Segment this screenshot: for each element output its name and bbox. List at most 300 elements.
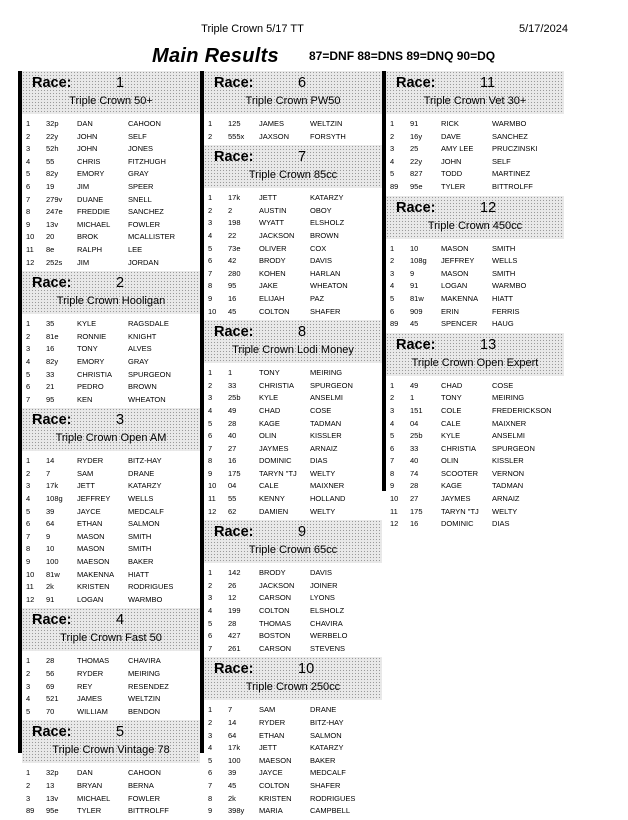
rider-first-name: WILLIAM xyxy=(77,706,108,716)
rider-first-name: TONY xyxy=(77,344,98,354)
rider-first-name: ELIJAH xyxy=(259,293,285,303)
result-row xyxy=(204,630,382,643)
race-block xyxy=(386,71,564,196)
rider-number: 8e xyxy=(46,244,55,254)
rider-number: 16 xyxy=(46,344,55,354)
rider-first-name: BOSTON xyxy=(259,631,291,641)
finish-position: 8 xyxy=(26,207,31,217)
rider-last-name: SNELL xyxy=(128,194,152,204)
rider-number: 91 xyxy=(46,594,55,604)
result-row xyxy=(22,394,200,407)
finish-position: 7 xyxy=(208,643,213,653)
rider-last-name: MCALLISTER xyxy=(128,232,176,242)
rider-last-name: HIATT xyxy=(492,293,514,303)
rider-first-name: EMORY xyxy=(77,356,105,366)
rider-last-name: OBOY xyxy=(310,205,332,215)
finish-position: 4 xyxy=(208,743,213,753)
result-row xyxy=(204,131,382,144)
rider-last-name: WELTZIN xyxy=(128,694,161,704)
rider-last-name: SMITH xyxy=(128,531,152,541)
rider-last-name: RAGSDALE xyxy=(128,319,169,329)
result-row xyxy=(386,143,564,156)
rider-first-name: RYDER xyxy=(77,456,104,466)
race-class-name: Triple Crown 250cc xyxy=(245,681,341,694)
rider-first-name: SAM xyxy=(259,705,276,715)
rider-last-name: WHEATON xyxy=(310,281,348,291)
rider-first-name: CALE xyxy=(441,418,461,428)
rider-last-name: FOWLER xyxy=(128,219,161,229)
rider-number: 827 xyxy=(410,169,423,179)
result-row xyxy=(204,493,382,506)
finish-position: 10 xyxy=(26,569,35,579)
rider-last-name: FERRIS xyxy=(492,306,520,316)
rider-number: 49 xyxy=(228,405,237,415)
rider-last-name: FREDERICKSON xyxy=(492,405,552,415)
rider-last-name: GRAY xyxy=(128,356,149,366)
rider-number: 10 xyxy=(46,544,55,554)
result-row xyxy=(204,455,382,468)
finish-position: 89 xyxy=(26,806,35,816)
result-row xyxy=(204,243,382,256)
rider-first-name: THOMAS xyxy=(77,656,110,666)
rider-last-name: WELLS xyxy=(492,256,518,266)
rider-last-name: BITZ-HAY xyxy=(310,718,344,727)
race-header xyxy=(386,196,564,239)
result-row xyxy=(386,293,564,306)
rider-number: 12 xyxy=(228,593,237,603)
rider-first-name: MICHAEL xyxy=(77,793,111,803)
result-row xyxy=(204,306,382,319)
rider-last-name: PRUCZINSKI xyxy=(492,144,538,154)
race-class-name: Triple Crown 450cc xyxy=(427,219,523,232)
rider-number: 175 xyxy=(410,506,423,516)
rider-first-name: REY xyxy=(77,681,93,691)
race-class-name: Triple Crown 85cc xyxy=(248,169,338,182)
finish-position: 5 xyxy=(26,369,31,379)
rider-number: 82y xyxy=(46,169,59,179)
rider-first-name: OLIN xyxy=(259,431,277,441)
finish-position: 6 xyxy=(208,631,213,641)
rider-number: 16y xyxy=(410,131,423,141)
rider-first-name: DAN xyxy=(77,768,93,778)
rider-number: 261 xyxy=(228,643,241,653)
result-row xyxy=(22,356,200,369)
finish-position: 11 xyxy=(390,506,398,516)
rider-first-name: ETHAN xyxy=(259,730,285,740)
rider-number: 40 xyxy=(410,456,419,466)
finish-position: 1 xyxy=(26,119,31,128)
rider-last-name: ELSHOLZ xyxy=(310,218,345,228)
rider-number: 91 xyxy=(410,119,419,128)
result-row xyxy=(204,780,382,793)
finish-position: 10 xyxy=(26,232,35,242)
rider-first-name: JIM xyxy=(77,257,90,267)
race-header xyxy=(22,408,200,451)
finish-position: 4 xyxy=(390,418,395,428)
race-class-name: Triple Crown PW50 xyxy=(245,95,341,107)
rider-number: 398y xyxy=(228,806,245,816)
results-table xyxy=(386,376,564,533)
rider-first-name: PEDRO xyxy=(77,382,104,392)
rider-first-name: COLTON xyxy=(259,606,290,616)
rider-first-name: OLIVER xyxy=(259,243,287,253)
result-row xyxy=(386,392,564,405)
result-row xyxy=(22,518,200,531)
race-number: 13 xyxy=(480,336,497,353)
rider-number: 13v xyxy=(46,793,59,803)
rider-last-name: WELTY xyxy=(492,506,518,516)
rider-number: 28 xyxy=(228,618,237,628)
rider-last-name: WELLS xyxy=(128,494,154,504)
rider-first-name: KEN xyxy=(77,394,93,404)
rider-number: 28 xyxy=(410,481,419,491)
rider-first-name: AMY LEE xyxy=(441,144,474,154)
rider-last-name: KATARZY xyxy=(310,743,344,753)
rider-last-name: SMITH xyxy=(492,268,516,278)
rider-first-name: SAM xyxy=(77,468,94,478)
rider-last-name: BROWN xyxy=(310,230,339,240)
rider-number: 32p xyxy=(46,768,59,778)
result-row xyxy=(204,506,382,519)
rider-number: 9 xyxy=(46,531,51,541)
rider-last-name: PAZ xyxy=(310,293,325,303)
rider-first-name: TARYN "TJ xyxy=(441,506,479,516)
finish-position: 5 xyxy=(390,431,395,441)
finish-position: 6 xyxy=(208,256,213,266)
rider-last-name: SMITH xyxy=(492,243,516,253)
result-row xyxy=(386,243,564,256)
rider-first-name: DOMINIC xyxy=(259,456,292,466)
race-block xyxy=(386,333,564,533)
result-row xyxy=(204,567,382,580)
finish-position: 10 xyxy=(208,481,217,491)
rider-last-name: STEVENS xyxy=(310,643,346,653)
result-row xyxy=(204,405,382,418)
finish-position: 6 xyxy=(390,443,395,453)
result-row xyxy=(204,592,382,605)
finish-position: 5 xyxy=(208,418,213,428)
rider-first-name: JEFFREY xyxy=(441,256,475,266)
result-row xyxy=(22,531,200,544)
rider-number: 55 xyxy=(46,156,55,166)
finish-position: 6 xyxy=(26,382,31,392)
rider-last-name: LEE xyxy=(128,244,143,254)
results-table xyxy=(204,700,382,819)
result-row xyxy=(204,280,382,293)
result-row xyxy=(22,681,200,694)
rider-number: 04 xyxy=(228,481,237,491)
rider-last-name: CAHOON xyxy=(128,768,161,778)
rider-last-name: SANCHEZ xyxy=(128,207,164,217)
result-row xyxy=(22,143,200,156)
rider-number: 7 xyxy=(228,705,233,715)
race-block xyxy=(22,271,200,408)
result-row xyxy=(204,704,382,717)
rider-number: 20 xyxy=(46,232,55,242)
rider-last-name: WELTZIN xyxy=(310,119,343,128)
rider-first-name: MARIA xyxy=(259,806,283,816)
finish-position: 2 xyxy=(26,131,31,141)
rider-last-name: DAVIS xyxy=(310,256,332,266)
rider-last-name: CAHOON xyxy=(128,119,161,128)
finish-position: 1 xyxy=(26,319,31,329)
result-row xyxy=(22,581,200,594)
rider-number: 25 xyxy=(410,144,419,154)
race-class-name: Triple Crown Fast 50 xyxy=(60,632,162,645)
rider-last-name: SALMON xyxy=(128,519,160,529)
result-row xyxy=(204,767,382,780)
rider-last-name: BAKER xyxy=(310,755,336,765)
rider-number: 82y xyxy=(46,356,59,366)
rider-last-name: RESENDEZ xyxy=(128,681,169,691)
race-number: 10 xyxy=(298,661,315,678)
result-row xyxy=(22,468,200,481)
rider-first-name: MASON xyxy=(77,531,105,541)
finish-position: 2 xyxy=(390,131,395,141)
rider-first-name: JOHN xyxy=(77,144,98,154)
finish-position: 8 xyxy=(208,456,213,466)
rider-last-name: MEIRING xyxy=(128,669,161,678)
finish-position: 1 xyxy=(26,768,31,778)
finish-position: 9 xyxy=(390,481,395,491)
rider-number: 1 xyxy=(410,393,415,403)
rider-number: 26 xyxy=(228,580,237,590)
race-block xyxy=(386,196,564,333)
rider-last-name: SELF xyxy=(128,131,147,141)
rider-last-name: MAIXNER xyxy=(492,418,527,428)
rider-last-name: SPEER xyxy=(128,181,154,191)
finish-position: 1 xyxy=(208,568,213,578)
rider-first-name: THOMAS xyxy=(259,618,292,628)
results-table xyxy=(204,563,382,657)
result-row xyxy=(22,706,200,719)
rider-first-name: JAXSON xyxy=(259,131,290,141)
result-row xyxy=(204,293,382,306)
rider-number: 100 xyxy=(46,557,59,567)
rider-last-name: WHEATON xyxy=(128,394,166,404)
rider-first-name: CHRISTIA xyxy=(259,380,295,390)
rider-last-name: MEDCALF xyxy=(128,506,164,516)
finish-position: 4 xyxy=(26,356,31,366)
result-row xyxy=(204,605,382,618)
rider-number: 91 xyxy=(410,281,419,291)
race-number: 4 xyxy=(116,612,125,629)
result-row xyxy=(204,380,382,393)
rider-number: 70 xyxy=(46,706,55,716)
rider-last-name: RODRIGUES xyxy=(310,793,356,803)
result-row xyxy=(386,118,564,131)
rider-first-name: TONY xyxy=(259,368,280,378)
rider-first-name: KYLE xyxy=(77,319,97,329)
rider-number: 909 xyxy=(410,306,423,316)
rider-last-name: VERNON xyxy=(492,468,525,478)
rider-first-name: BRYAN xyxy=(77,780,103,790)
race-header xyxy=(22,608,200,651)
rider-last-name: LYONS xyxy=(310,593,335,603)
finish-position: 3 xyxy=(390,268,395,278)
finish-position: 7 xyxy=(26,394,31,404)
rider-first-name: COLE xyxy=(441,405,462,415)
rider-first-name: SCOOTER xyxy=(441,468,479,478)
result-row xyxy=(204,793,382,806)
rider-last-name: DIAS xyxy=(492,519,510,529)
rider-last-name: BITZ-HAY xyxy=(128,456,162,466)
rider-number: 16 xyxy=(410,519,419,529)
rider-number: 32p xyxy=(46,119,59,128)
rider-last-name: SHAFER xyxy=(310,306,341,316)
rider-first-name: CARSON xyxy=(259,643,292,653)
results-table xyxy=(204,188,382,320)
finish-position: 6 xyxy=(26,519,31,529)
finish-position: 2 xyxy=(390,393,395,403)
rider-number: 69 xyxy=(46,681,55,691)
race-label: Race: xyxy=(32,612,72,629)
rider-last-name: ANSELMI xyxy=(310,393,343,403)
result-row xyxy=(22,668,200,681)
result-row xyxy=(386,181,564,194)
result-row xyxy=(204,805,382,818)
rider-number: 2k xyxy=(228,793,236,803)
finish-position: 4 xyxy=(26,694,31,704)
finish-position: 1 xyxy=(208,705,213,715)
rider-last-name: DIAS xyxy=(310,456,328,466)
finish-position: 3 xyxy=(390,144,395,154)
finish-position: 9 xyxy=(208,468,213,478)
rider-number: 28 xyxy=(228,418,237,428)
rider-last-name: DRANE xyxy=(128,468,155,478)
race-label: Race: xyxy=(32,724,72,741)
race-label: Race: xyxy=(214,75,254,91)
result-row xyxy=(386,480,564,493)
results-table xyxy=(22,763,200,819)
finish-position: 9 xyxy=(208,293,213,303)
finish-position: 4 xyxy=(390,281,395,291)
rider-number: 40 xyxy=(228,431,237,441)
finish-position: 12 xyxy=(26,257,35,267)
rider-first-name: JIM xyxy=(77,181,90,191)
results-column-2 xyxy=(204,71,382,820)
rider-number: 33 xyxy=(410,443,419,453)
rider-last-name: DAVIS xyxy=(310,568,332,578)
finish-position: 9 xyxy=(208,806,213,816)
rider-last-name: JORDAN xyxy=(128,257,159,267)
rider-first-name: MAESON xyxy=(259,755,292,765)
result-row xyxy=(386,318,564,331)
race-class-name: Triple Crown Hooligan xyxy=(56,295,166,308)
finish-position: 5 xyxy=(208,618,213,628)
finish-position: 3 xyxy=(26,144,31,154)
rider-number: 2k xyxy=(46,582,54,592)
race-block xyxy=(22,71,200,271)
result-row xyxy=(204,192,382,205)
rider-first-name: MASON xyxy=(441,243,469,253)
rider-number: 16 xyxy=(228,293,237,303)
finish-position: 3 xyxy=(26,793,31,803)
rider-number: 142 xyxy=(228,568,241,578)
rider-number: 81w xyxy=(410,293,424,303)
rider-last-name: SELF xyxy=(492,156,511,166)
rider-last-name: BERNA xyxy=(128,780,154,790)
race-header xyxy=(22,720,200,763)
rider-first-name: TYLER xyxy=(441,181,466,191)
finish-position: 4 xyxy=(390,156,395,166)
race-block xyxy=(204,657,382,819)
rider-last-name: JOINER xyxy=(310,580,338,590)
rider-number: 35 xyxy=(46,319,55,329)
result-row xyxy=(204,118,382,131)
result-row xyxy=(204,392,382,405)
finish-position: 7 xyxy=(26,531,31,541)
rider-number: 7 xyxy=(46,468,51,478)
rider-number: 17k xyxy=(228,743,241,753)
rider-number: 252s xyxy=(46,257,63,267)
race-label: Race: xyxy=(32,275,72,292)
result-row xyxy=(204,742,382,755)
result-row xyxy=(204,367,382,380)
rider-first-name: DAMIEN xyxy=(259,506,289,516)
rider-first-name: LOGAN xyxy=(77,594,104,604)
rider-number: 10 xyxy=(410,243,419,253)
rider-number: 13 xyxy=(46,780,55,790)
finish-position: 10 xyxy=(208,306,217,316)
result-row xyxy=(22,805,200,818)
race-block xyxy=(22,608,200,720)
rider-first-name: KYLE xyxy=(259,393,279,403)
result-row xyxy=(386,493,564,506)
rider-number: 25b xyxy=(228,393,241,403)
rider-number: 199 xyxy=(228,606,241,616)
rider-number: 73e xyxy=(228,243,241,253)
rider-first-name: MICHAEL xyxy=(77,219,111,229)
race-block xyxy=(22,408,200,608)
result-row xyxy=(386,405,564,418)
rider-first-name: JEFFREY xyxy=(77,494,111,504)
rider-last-name: SPURGEON xyxy=(128,369,171,379)
rider-last-name: ALVES xyxy=(128,344,152,354)
result-row xyxy=(22,767,200,780)
rider-number: 64 xyxy=(228,730,237,740)
rider-first-name: CHRIS xyxy=(77,156,101,166)
rider-number: 74 xyxy=(410,468,419,478)
rider-first-name: CHAD xyxy=(259,405,281,415)
race-number: 7 xyxy=(298,149,307,166)
finish-position: 1 xyxy=(390,119,395,128)
result-row xyxy=(204,730,382,743)
race-label: Race: xyxy=(396,336,436,353)
rider-number: 81w xyxy=(46,569,60,579)
result-row xyxy=(22,780,200,793)
finish-position: 1 xyxy=(390,243,395,253)
result-row xyxy=(386,306,564,319)
race-header xyxy=(204,320,382,363)
finish-position: 6 xyxy=(26,181,31,191)
status-code-legend: 87=DNF 88=DNS 89=DNQ 90=DQ xyxy=(309,49,496,63)
result-row xyxy=(22,381,200,394)
race-label: Race: xyxy=(214,324,254,341)
rider-last-name: MARTINEZ xyxy=(492,169,531,179)
rider-last-name: WARMBO xyxy=(492,281,527,291)
rider-last-name: KATARZY xyxy=(128,481,162,491)
finish-position: 4 xyxy=(26,494,31,504)
rider-first-name: CALE xyxy=(259,481,279,491)
result-row xyxy=(22,206,200,219)
result-row xyxy=(386,468,564,481)
rider-number: 56 xyxy=(46,669,55,678)
race-class-name: Triple Crown Vintage 78 xyxy=(52,744,170,757)
rider-first-name: CHRISTIA xyxy=(441,443,477,453)
finish-position: 7 xyxy=(208,443,213,453)
rider-last-name: TADMAN xyxy=(310,418,342,428)
